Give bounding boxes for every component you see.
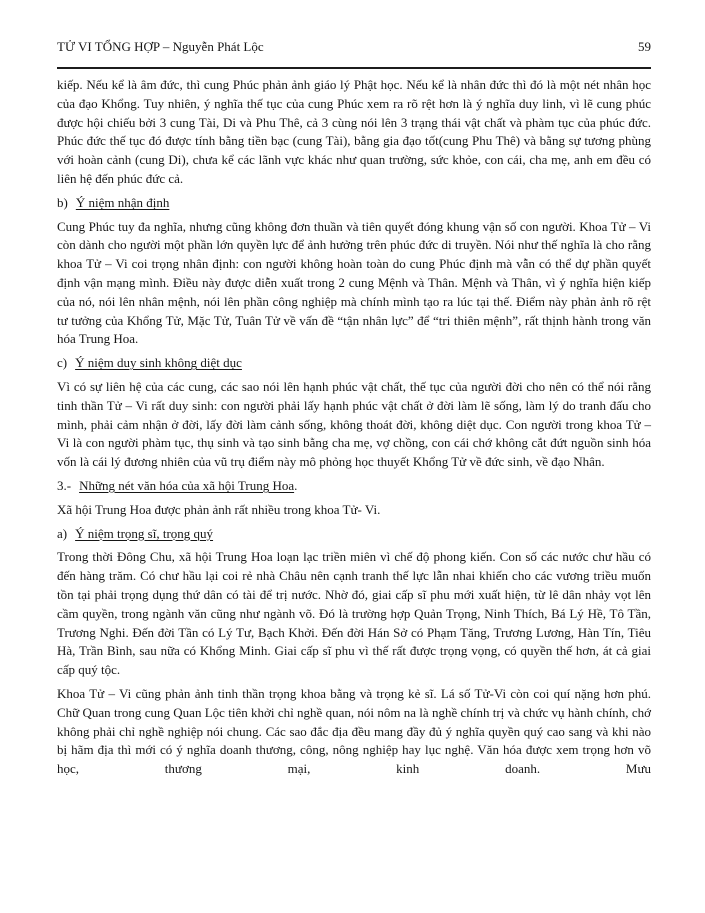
paragraph-trung-hoa-intro: Xã hội Trung Hoa được phản ảnh rất nhiều trong khoa Tử- Vi. bbox=[57, 501, 381, 517]
header-page-number: 59 bbox=[638, 39, 651, 54]
section-3-label: 3.- bbox=[57, 477, 72, 493]
section-a-label: a) bbox=[57, 525, 68, 541]
header-book-title: TỬ VI TỔNG HỢP – Nguyễn Phát Lộc bbox=[57, 39, 264, 54]
paragraph-phuc-duc: kiếp. Nếu kể là âm đức, thì cung Phúc phản ảnh giáo lý Phật học. Nếu kể là nhân đức thì đó là một nét nhân học của đạo Khổng. Tuy nhiên, ý nghĩa thế tục của cung Phúc xem ra rõ rệt hơn là ý nghĩa duy linh, vì lẽ cung phúc được hội chiếu bởi 3 cung Tài, Di và Phu Thê, cả 3 cùng nói lên 3 trạng thái vật chất và phàm tục của phúc đức. Phúc đức thế tục đó được tính bằng tiền bạc (cung Tài), bằng gia đạo tốt(cung Phu Thê) và bằng sự tương phùng với hoàn cảnh (cung Di), chưa kể các lãnh vực khác như quan trường, sức khỏe, con cái, cha mẹ, anh em đều có liên hệ đến phúc đức cả. bbox=[57, 77, 651, 186]
paragraph-nhan-dinh: Cung Phúc tuy đa nghĩa, nhưng cũng không đơn thuần và tiên quyết đóng khung vận số con người. Khoa Tử – Vi còn dành cho người một phần lớn quyền lực để ảnh hưởng trên phúc đức di truyền. Nói như thế nghĩa là cho rằng khoa Tử – Vi coi trọng nhân định: con người không hoàn toàn do cung Phúc định mà vẫn có thể dự phần quyết định vận mạng mình. Điều này được diễn xuất trong 2 cung Mệnh và Thân. Mệnh và Thân, vì ý nghĩa hiện kiếp của nó, nói lên nhân mệnh, nói lên phần công nghiệp mà chính mình tạo ra lúc tại thế. Điểm này phản ảnh rõ rệt tư tưởng của Khổng Tử, Mặc Tử, Tuân Tử về vấn đề “tận nhân lực” để “tri thiên mệnh”, rất thịnh hành trong văn hóa Trung Hoa. bbox=[57, 218, 651, 347]
section-b-title: Ý niệm nhận định bbox=[75, 194, 170, 210]
section-c-label: c) bbox=[57, 355, 68, 371]
section-b-label: b) bbox=[57, 194, 68, 210]
section-heading-a bbox=[57, 525, 651, 544]
paragraph-khoa-bang: Khoa Tử – Vi cũng phản ảnh tinh thần trọng khoa bằng và trọng kẻ sĩ. Lá số Tử-Vi còn coi quí nặng hơn phú. Chữ Quan trong cung Quan Lộc tiên khởi chỉ nghề quan, nói nôm na là nghề chính trị và chức vụ hành chính, chớ không phải chỉ nghề nghiệp nói chung. Các sao đắc địa đều mang đầy đủ ý nghĩa quyền quý cao sang và khi nào bị hãm địa thì mới có ý nghĩa doanh thương, công, nông nghiệp hay lục nghệ. Văn hóa được xem trọng hơn võ học, thương mại, kinh doanh. Mưu bbox=[57, 685, 651, 777]
paragraph-trong-si: Trong thời Đông Chu, xã hội Trung Hoa loạn lạc triền miên vì chế độ phong kiến. Con số các nước chư hầu có đến hàng trăm. Có chư hầu lại coi rẻ nhà Châu nên cạnh tranh thế lực lẫn nhai khiến cho các vương triều muốn tồn tại phải trọng dụng thứ dân có tài để trị nước. Nhờ đó, giai cấp sĩ phu mới xuất hiện, từ lê dân nhảy vọt lên cầm quyền, trong ngành văn cũng như ngành võ. Đó là trường hợp Quản Trọng, Ninh Thích, Bá Lý Hề, Tô Tần, Trương Nghi. Đến đời Tần có Lý Tư, Bạch Khởi. Đến đời Hán Sở có Phạm Tăng, Trương Lương, Hàn Tín, Tiêu Hà, Trần Bình, sau nữa có Khổng Minh. Giai cấp sĩ phu vì thế rất được trọng vọng, có quyền thế hơn, át cả giai cấp quý tộc. bbox=[57, 549, 651, 678]
page-header bbox=[57, 38, 651, 55]
header-divider bbox=[57, 67, 651, 69]
section-heading-c bbox=[57, 354, 651, 373]
section-3-suffix: . bbox=[294, 477, 298, 493]
paragraph-duy-sinh: Vì có sự liên hệ của các cung, các sao nói lên hạnh phúc vật chất, thế tục của người đời cho nên có thể nói rằng tinh thần Tử – Vi rất duy sinh: con người phải lấy hạnh phúc vật chất ở đời làm lẽ sống, làm lý do tranh đấu cho mình, phải cảm nhận ở đời, lấy đời làm cảnh sống, không thoát đời, không diệt dục. Con người trong khoa Tử – Vi là con người phàm tục, thụ sinh và tạo sinh bằng cha mẹ, vợ chồng, con cái chớ không cắt đứt nguồn sinh hóa vốn là cái lý đương nhiên của vũ trụ điểm này mô phỏng học thuyết Khổng Tử về đức sinh, về đạo Nhân. bbox=[57, 378, 651, 470]
section-heading-3 bbox=[57, 477, 651, 496]
section-heading-b bbox=[57, 194, 651, 213]
page-body bbox=[57, 76, 651, 784]
section-a-title: Ý niệm trọng sĩ, trọng quý bbox=[75, 525, 214, 541]
section-3-title: Những nét văn hóa của xã hội Trung Hoa bbox=[79, 477, 295, 493]
section-c-title: Ý niệm duy sinh không diệt dục bbox=[75, 355, 242, 371]
